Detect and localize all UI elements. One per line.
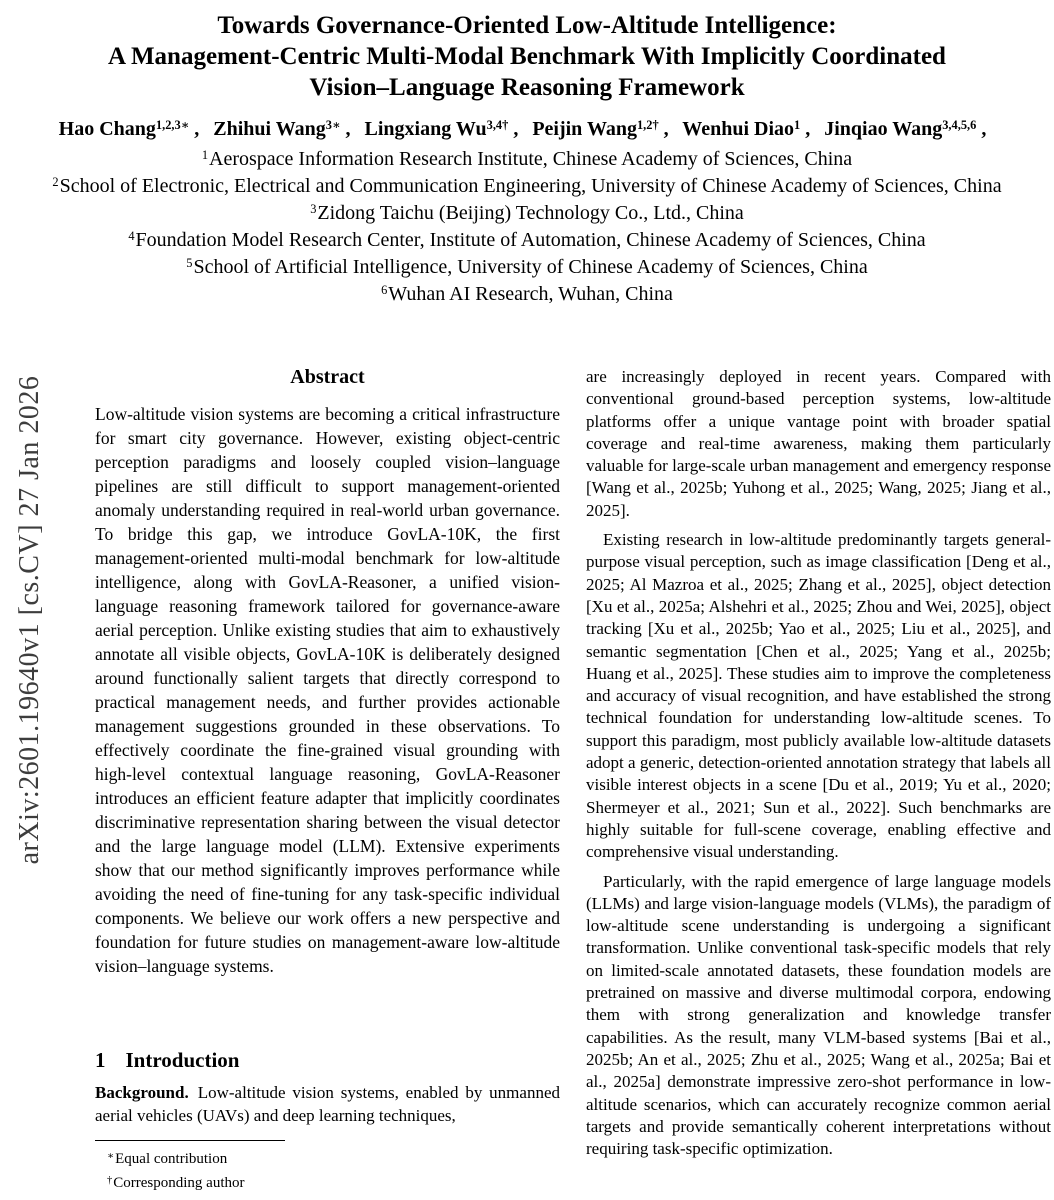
author-name: Wenhui Diao: [682, 118, 794, 140]
footnote-marker: ∗: [107, 1150, 115, 1162]
affiliation-text: Aerospace Information Research Institute, Chinese Academy of Sciences, China: [209, 148, 853, 170]
left-column: [95, 366, 560, 1200]
author-name: Jinqiao Wang: [824, 118, 943, 140]
title-line: A Management-Centric Multi-Modal Benchmark With Implicitly Coordinated: [108, 43, 946, 70]
affiliation: [0, 146, 1054, 173]
affiliation-list: [0, 146, 1054, 308]
author: [824, 118, 995, 140]
abstract-heading: Abstract: [290, 366, 365, 388]
arxiv-watermark: arXiv:2601.19640v1 [cs.CV] 27 Jan 2026: [14, 375, 45, 865]
affiliation-text: School of Electronic, Electrical and Communication Engineering, University of Chinese Academy of Sciences, China: [59, 175, 1002, 197]
affiliation: [0, 254, 1054, 281]
affiliation-text: Foundation Model Research Center, Institute of Automation, Chinese Academy of Sciences, China: [135, 229, 926, 251]
affiliation: [0, 173, 1054, 200]
title-line: Towards Governance-Oriented Low-Altitude Intelligence:: [217, 12, 837, 39]
paper-title: [0, 10, 1054, 103]
section-number: 1: [95, 1048, 106, 1073]
right-col-paragraph-2: Existing research in low-altitude predominantly targets general-purpose visual perception, such as image classification [Deng et al., 2025; Al Mazroa et al., 2025; Zhang et al., 2025], object detection [Xu et al., 2025a; Alshehri et al., 2025; Zhou and Wei, 2025], object tracking [Xu et al., 2025b; Yao et al., 2025; Liu et al., 2025], and semantic segmentation [Chen et al., 2025; Yang et al., 2025b; Huang et al., 2025]. These studies aim to improve the completeness and accuracy of visual recognition, and have established the strong technical foundation for understanding low-altitude scenes. To support this paradigm, most publicly available low-altitude datasets adopt a generic, detection-oriented annotation strategy that labels all visible interest objects in a scene [Du et al., 2019; Yu et al., 2020; Shermeyer et al., 2021; Sun et al., 2022]. Such benchmarks are highly suitable for full-scene coverage, enabling effective and comprehensive visual understanding.: [586, 530, 1051, 862]
affiliation: [0, 281, 1054, 308]
author: [532, 118, 677, 140]
right-col-paragraph-1: are increasingly deployed in recent years. Compared with conventional ground-based perception systems, low-altitude platforms offer a unique vantage point with broader spatial coverage and real-time awareness, making them particularly valuable for large-scale urban management and emergency response [Wang et al., 2025b; Yuhong et al., 2025; Wang, 2025; Jiang et al., 2025].: [586, 367, 1051, 520]
author: [59, 118, 209, 140]
author-name: Hao Chang: [58, 118, 156, 140]
right-col-paragraph-3: Particularly, with the rapid emergence of large language models (LLMs) and large vision-language models (VLMs), the paradigm of low-altitude scene understanding is undergoing a significant transformation. Unlike conventional task-specific models that rely on limited-scale annotated datasets, these foundation models are pretrained on massive and diverse multimodal corpora, endowing them with strong generalization and knowledge transfer capabilities. As the result, many VLM-based systems [Bai et al., 2025b; An et al., 2025; Zhu et al., 2025; Wang et al., 2025a; Bai et al., 2025a] demonstrate impressive zero-shot performance in low-altitude scenarios, which can accurately recognize common aerial targets and provide semantically coherent interpretations without requiring task-specific optimization.: [586, 871, 1051, 1159]
affiliation-superscript: 6: [381, 283, 388, 298]
footnote-marker: †: [107, 1174, 113, 1186]
author-separator: ,: [508, 118, 519, 140]
author-superscript: 1,2,3∗: [155, 118, 190, 133]
footnote-rule: [95, 1140, 285, 1141]
author: [682, 118, 819, 140]
paragraph-label-background: Background.: [95, 1083, 189, 1103]
author-name: Lingxiang Wu: [364, 118, 487, 140]
paper-header: [0, 0, 1054, 308]
author-superscript: 1: [794, 118, 801, 133]
affiliation: [0, 227, 1054, 254]
footnote-text: Equal contribution: [115, 1151, 228, 1167]
author-superscript: 3,4†: [486, 118, 509, 133]
author-list: [0, 116, 1054, 142]
affiliation-text: Zidong Taichu (Beijing) Technology Co., Ltd., China: [317, 202, 744, 224]
abstract-text: Low-altitude vision systems are becoming a critical infrastructure for smart city governance. However, existing object-centric perception paradigms and loosely coupled vision–language pipelines are still difficult to support management-oriented anomaly understanding required in real-world urban governance. To bridge this gap, we introduce GovLA-10K, the first management-oriented multi-modal benchmark for low-altitude intelligence, along with GovLA-Reasoner, a unified vision-language reasoning framework tailored for governance-aware aerial perception. Unlike existing studies that aim to exhaustively annotate all visible objects, GovLA-10K is deliberately designed around functionally salient targets that directly correspond to practical management needs, and further provides actionable management suggestions grounded in these observations. To effectively coordinate the fine-grained visual grounding with high-level contextual language reasoning, GovLA-Reasoner introduces an efficient feature adapter that implicitly coordinates discriminative representation sharing between the visual detector and the large language model (LLM). Extensive experiments show that our method significantly improves performance while avoiding the need of fine-tuning for any task-specific individual components. We believe our work offers a new perspective and foundation for future studies on management-aware low-altitude vision–language systems.: [95, 404, 560, 976]
author-separator: ,: [800, 118, 811, 140]
affiliation: [0, 200, 1054, 227]
author: [213, 118, 359, 140]
affiliation-superscript: 2: [52, 175, 59, 190]
author-name: Peijin Wang: [532, 118, 637, 140]
author-separator: ,: [976, 118, 987, 140]
author-superscript: 3∗: [325, 118, 341, 133]
footnote-text: Corresponding author: [113, 1175, 245, 1191]
author-separator: ,: [189, 118, 200, 140]
author-name: Zhihui Wang: [213, 118, 326, 140]
section-title: Introduction: [125, 1048, 240, 1073]
affiliation-text: Wuhan AI Research, Wuhan, China: [388, 283, 673, 305]
intro-background-paragraph: [95, 1082, 560, 1127]
affiliation-superscript: 4: [128, 229, 135, 244]
footnote-equal-contribution: [95, 1148, 560, 1172]
author: [365, 118, 528, 140]
two-column-body: [95, 366, 1051, 1200]
author-separator: ,: [340, 118, 351, 140]
affiliation-text: School of Artificial Intelligence, University of Chinese Academy of Sciences, China: [193, 256, 868, 278]
title-line: Vision–Language Reasoning Framework: [309, 74, 745, 101]
affiliation-superscript: 5: [186, 256, 193, 271]
section-heading-introduction: [95, 1048, 560, 1073]
footnote-block: [95, 1140, 560, 1200]
author-separator: ,: [658, 118, 669, 140]
affiliation-superscript: 3: [310, 202, 317, 217]
author-superscript: 1,2†: [636, 118, 659, 133]
intro-background-text: Low-altitude vision systems, enabled by unmanned aerial vehicles (UAVs) and deep learning techniques,: [95, 1083, 560, 1125]
right-column: [586, 366, 1051, 1200]
footnote-corresponding-author: [95, 1172, 560, 1196]
affiliation-superscript: 1: [201, 148, 209, 163]
author-superscript: 3,4,5,6: [942, 118, 977, 133]
